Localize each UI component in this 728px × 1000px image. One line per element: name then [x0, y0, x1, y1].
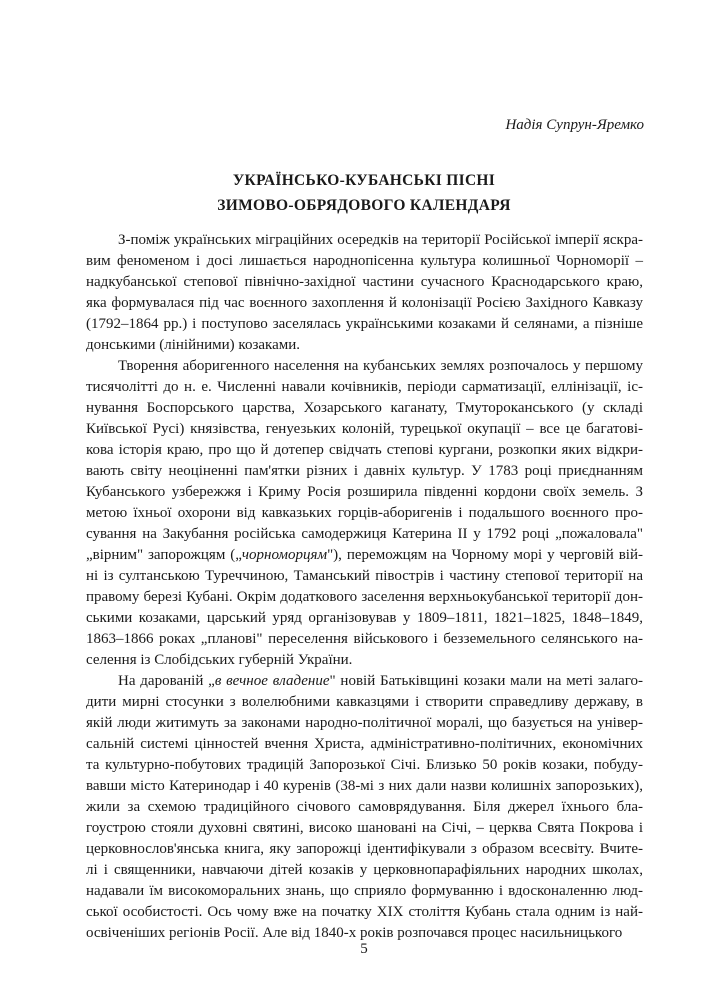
text-segment: ської особистості. Ось чому вже на початку XIX століття Кубань стала одним із най-: [86, 904, 643, 920]
text-line: [86, 629, 643, 650]
text-segment: тисячолітті до н. е. Численні навали кочівників, періоди сарматизації, еллінізації, іс-: [86, 379, 643, 395]
text-line: [86, 860, 643, 881]
text-segment: селення із Слобідських губерній України.: [86, 652, 353, 668]
text-segment: вим феноменом і досі лишається народнопісенна культура колишньої Чорноморії –: [86, 253, 643, 269]
text-line: [86, 503, 643, 524]
author-name: Надія Супрун-Яремко: [505, 117, 644, 133]
text-line: [86, 881, 643, 902]
text-segment: сування на Закубання російська самодержиця Катерина II у 1792 році „пожаловала": [86, 526, 643, 542]
text-line: [86, 377, 643, 398]
text-segment: ні із султанською Туреччиною, Таманський півострів і частину степової території на: [86, 568, 643, 584]
text-segment: вають світу неоціненні пам'ятки різних і давніх культур. У 1783 році приєднанням: [86, 463, 643, 479]
text-line: [86, 440, 643, 461]
text-line: [86, 482, 643, 503]
text-line: [86, 734, 643, 755]
article-body: [86, 230, 643, 944]
text-line: [86, 461, 643, 482]
text-segment: дити мирні стосунки з волелюбними кавказцями і створити справедливу державу, в: [86, 694, 643, 710]
text-segment: правому березі Кубані. Окрім додаткового заселення верхньокубанської території дон-: [86, 589, 643, 605]
italic-text: чорноморцям: [241, 547, 328, 563]
paragraph: [86, 671, 643, 944]
text-line: [86, 839, 643, 860]
text-line: [86, 314, 643, 335]
text-line: [86, 230, 643, 251]
text-line: [86, 545, 643, 566]
text-line: [86, 713, 643, 734]
text-line: [86, 335, 643, 356]
text-segment: З-поміж українських міграційних осередків на території Російської імперії яскра-: [118, 232, 643, 248]
text-segment: метою їхньої охорони від кавказьких горців-аборигенів і подальшого воєнного про-: [86, 505, 643, 521]
text-line: [86, 419, 643, 440]
text-line: [86, 272, 643, 293]
paragraph: [86, 356, 643, 671]
text-segment: та культурно-побутових традицій Запорозької Січі. Близько 50 років козаки, побуду-: [86, 757, 643, 773]
text-segment: ськими козаками, царський уряд організовував у 1809–1811, 1821–1825, 1848–1849,: [86, 610, 643, 626]
text-line: [86, 398, 643, 419]
text-line: [86, 755, 643, 776]
text-line: [86, 818, 643, 839]
text-segment: жили за схемою традиційного січового самоврядування. Біля джерел їхнього бла-: [86, 799, 643, 815]
article-title-line-2: ЗИМОВО-ОБРЯДОВОГО КАЛЕНДАРЯ: [217, 197, 511, 214]
text-line: [86, 650, 643, 671]
text-segment: На дарованій „: [118, 673, 215, 689]
text-segment: надкубанської степової північно-західної частини сучасного Краснодарського краю,: [86, 274, 643, 290]
text-segment: надавали їм високоморальних знань, що сприяло формуванню і вдосконаленню люд-: [86, 883, 643, 899]
text-line: [86, 902, 643, 923]
text-line: [86, 692, 643, 713]
text-line: [86, 797, 643, 818]
text-segment: якій люди житимуть за законами народно-політичної моралі, що базується на універ-: [86, 715, 643, 731]
text-segment: нування Боспорського царства, Хозарського каганату, Тмутороканського (у складі: [86, 400, 643, 416]
text-line: [86, 356, 643, 377]
text-line: [86, 293, 643, 314]
text-segment: Київської Русі) князівства, генуезьких колоній, турецької окупації – все це багатові-: [86, 421, 643, 437]
text-segment: лі і священники, навчаючи дітей козаків у церковнопарафіяльних народних школах,: [86, 862, 643, 878]
text-segment: донськими (лінійними) козаками.: [86, 337, 301, 353]
text-segment: кова історія краю, про що й дотепер свідчать степові кургани, розкопки яких відкри-: [86, 442, 643, 458]
text-segment: (1792–1864 рр.) і поступово заселялась українськими козаками й селянами, а пізніше: [86, 316, 643, 332]
text-line: [86, 566, 643, 587]
italic-text: в вечное владение: [214, 673, 330, 689]
text-segment: 1863–1866 роках „планові" переселення військового і безземельного селянського на-: [86, 631, 643, 647]
text-line: [86, 608, 643, 629]
paragraph: [86, 230, 643, 356]
text-segment: Творення аборигенного населення на кубанських землях розпочалось у першому: [118, 358, 643, 374]
article-title-line-1: УКРАЇНСЬКО-КУБАНСЬКІ ПІСНІ: [232, 172, 496, 189]
text-segment: церковнослов'янська книга, яку запорожці ідентифікували з образом всесвіту. Вчите-: [86, 841, 643, 857]
text-segment: „вірним" запорожцям („: [86, 547, 242, 563]
text-segment: " новій Батьківщині козаки мали на меті залаго-: [329, 673, 644, 689]
text-segment: Кубанського узбережжя і Криму Росія розширила південні кордони своїх земель. З: [86, 484, 643, 500]
text-line: [86, 671, 643, 692]
text-line: [86, 524, 643, 545]
text-segment: "), переможцям на Чорному морі у черговій вій-: [327, 547, 643, 563]
text-line: [86, 776, 643, 797]
text-line: [86, 251, 643, 272]
text-segment: вавши місто Катеринодар і 40 куренів (38-мі з них дали назви колишніх запорозьких),: [86, 778, 643, 794]
text-segment: гоустрою стояли духовні святині, високо шановані на Січі, – церква Свята Покрова і: [86, 820, 643, 836]
page-number: 5: [360, 941, 368, 957]
text-segment: яка формувалася під час воєнного захоплення й колонізації Росією Західного Кавказу: [86, 295, 643, 311]
text-line: [86, 587, 643, 608]
text-segment: освіченіших регіонів Росії. Але від 1840-х років розпочався процес насильницького: [86, 925, 623, 941]
text-segment: сальній системі цінностей вчення Христа, адміністративно-політичних, економічних: [86, 736, 643, 752]
